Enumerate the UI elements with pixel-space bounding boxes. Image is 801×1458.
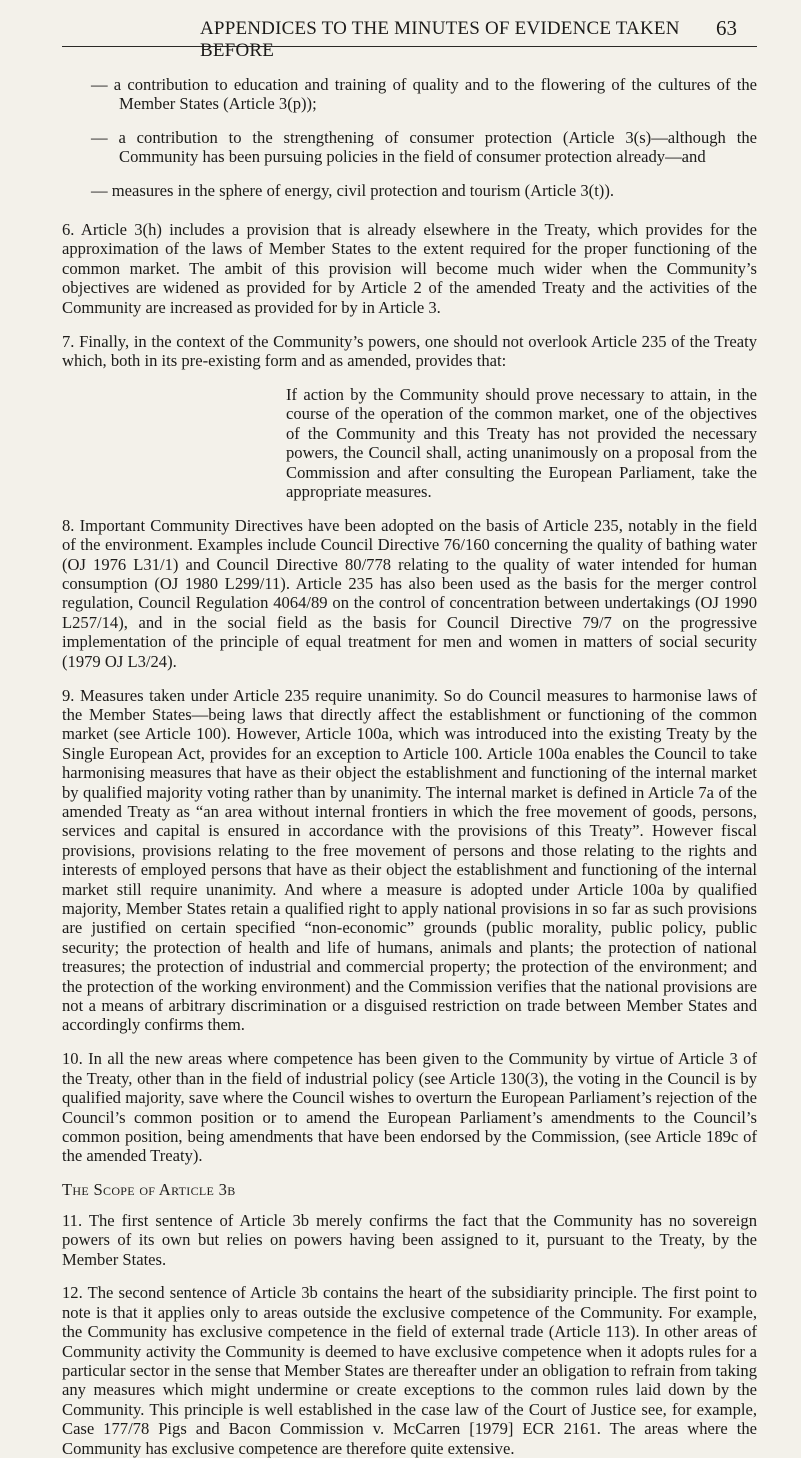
list-item: — a contribution to the strengthening of consumer protection (Article 3(s)—although the Community has been pursuing policies in the field of consumer protection already—and [91, 127, 757, 167]
paragraph-12: 12. The second sentence of Article 3b contains the heart of the subsidiarity principle. The first point to note is that it applies only to areas outside the exclusive competence of the Community. For example, the Community has exclusive competence in the field of external trade (Article 113). In other areas of Community activity the Community is deemed to have exclusive competence when it adopts rules for a particular sector in the sense that Member States are thereafter under an obligation to refrain from taking any measures which might undermine or create exceptions to the common rules laid down by the Community. This principle is well established in the case law of the Court of Justice see, for example, Case 177/78 Pigs and Bacon Commission v. McCarren [1979] ECR 2161. The areas where the Community has exclusive competence are therefore quite extensive. [62, 1283, 757, 1458]
header-title: APPENDICES TO THE MINUTES OF EVIDENCE TAKEN BEFORE [200, 18, 680, 61]
list-item: — a contribution to education and training of quality and to the flowering of the cultures of the Member States (Article 3(p)); [91, 75, 757, 114]
page-number: 63 [716, 16, 737, 40]
page-body [62, 47, 757, 1458]
paragraph-6: 6. Article 3(h) includes a provision that is already elsewhere in the Treaty, which provides for the approximation of the laws of Member States to the extent required for the proper functioning of the common market. The ambit of this provision will become much wider when the Community’s objectives are widened as provided for by Article 2 of the amended Treaty and the activities of the Community are increased as provided for by in Article 3. [62, 220, 757, 317]
block-quote: If action by the Community should prove necessary to attain, in the course of the operation of the common market, one of the objectives of the Community and this Treaty has not provided the necessary powers, the Council shall, acting unanimously on a proposal from the Commission and after consulting the European Parliament, take the appropriate measures. [286, 384, 757, 501]
paragraph-11: 11. The first sentence of Article 3b merely confirms the fact that the Community has no sovereign powers of its own but relies on powers having been assigned to it, pursuant to the Treaty, by the Member States. [62, 1210, 757, 1269]
paragraph-8: 8. Important Community Directives have been adopted on the basis of Article 235, notably in the field of the environment. Examples include Council Directive 76/160 concerning the quality of bathing water (OJ 1976 L31/1) and Council Directive 80/778 relating to the quality of water intended for human consumption (OJ 1980 L299/11). Article 235 has also been used as the basis for the merger control regulation, Council Regulation 4064/89 on the control of concentration between undertakings (OJ 1990 L257/14), and in the social field as the basis for Council Directive 79/7 on the progressive implementation of the principle of equal treatment for men and women in matters of social security (1979 OJ L3/24). [62, 515, 757, 671]
paragraph-9: 9. Measures taken under Article 235 require unanimity. So do Council measures to harmonise laws of the Member States—being laws that directly affect the establishment or functioning of the common market (see Article 100). However, Article 100a, which was introduced into the existing Treaty by the Single European Act, provides for an exception to Article 100. Article 100a enables the Council to take harmonising measures that have as their object the establishment and functioning of the internal market by qualified majority voting rather than by unanimity. The internal market is defined in Article 7a of the amended Treaty as “an area without internal frontiers in which the free movement of goods, persons, services and capital is ensured in accordance with the provisions of this Treaty”. However fiscal provisions, provisions relating to the free movement of persons and those relating to the rights and interests of employed persons that have as their object the establishment and functioning of the internal market still require unanimity. And where a measure is adopted under Article 100a by qualified majority, Member States retain a qualified right to apply national provisions in so far as such provisions are justified on certain specified “non-economic” grounds (public morality, public policy, public security; the protection of health and life of humans, animals and plants; the protection of national treasures; the protection of industrial and commercial property; the protection of the environment; and the protection of the working environment) and the Commission verifies that the national provisions are not a means of arbitrary discrimination or a disguised restriction on trade between Member States and accordingly confirms them. [62, 685, 757, 1035]
paragraph-7: 7. Finally, in the context of the Community’s powers, one should not overlook Article 235 of the Treaty which, both in its pre-existing form and as amended, provides that: [62, 331, 757, 370]
paragraph-10: 10. In all the new areas where competence has been given to the Community by virtue of Article 3 of the Treaty, other than in the field of industrial policy (see Article 130(3), the voting in the Council is by qualified majority, save where the Council wishes to overturn the European Parliament’s rejection of the Council’s common position or to amend the European Parliament’s amendments to the Council’s common position, being amendments that have been endorsed by the Commission, (see Article 189c of the amended Treaty). [62, 1049, 757, 1166]
section-heading: The Scope of Article 3b [62, 1180, 236, 1200]
running-header [62, 0, 757, 61]
list-item: — measures in the sphere of energy, civil protection and tourism (Article 3(t)). [91, 180, 615, 200]
